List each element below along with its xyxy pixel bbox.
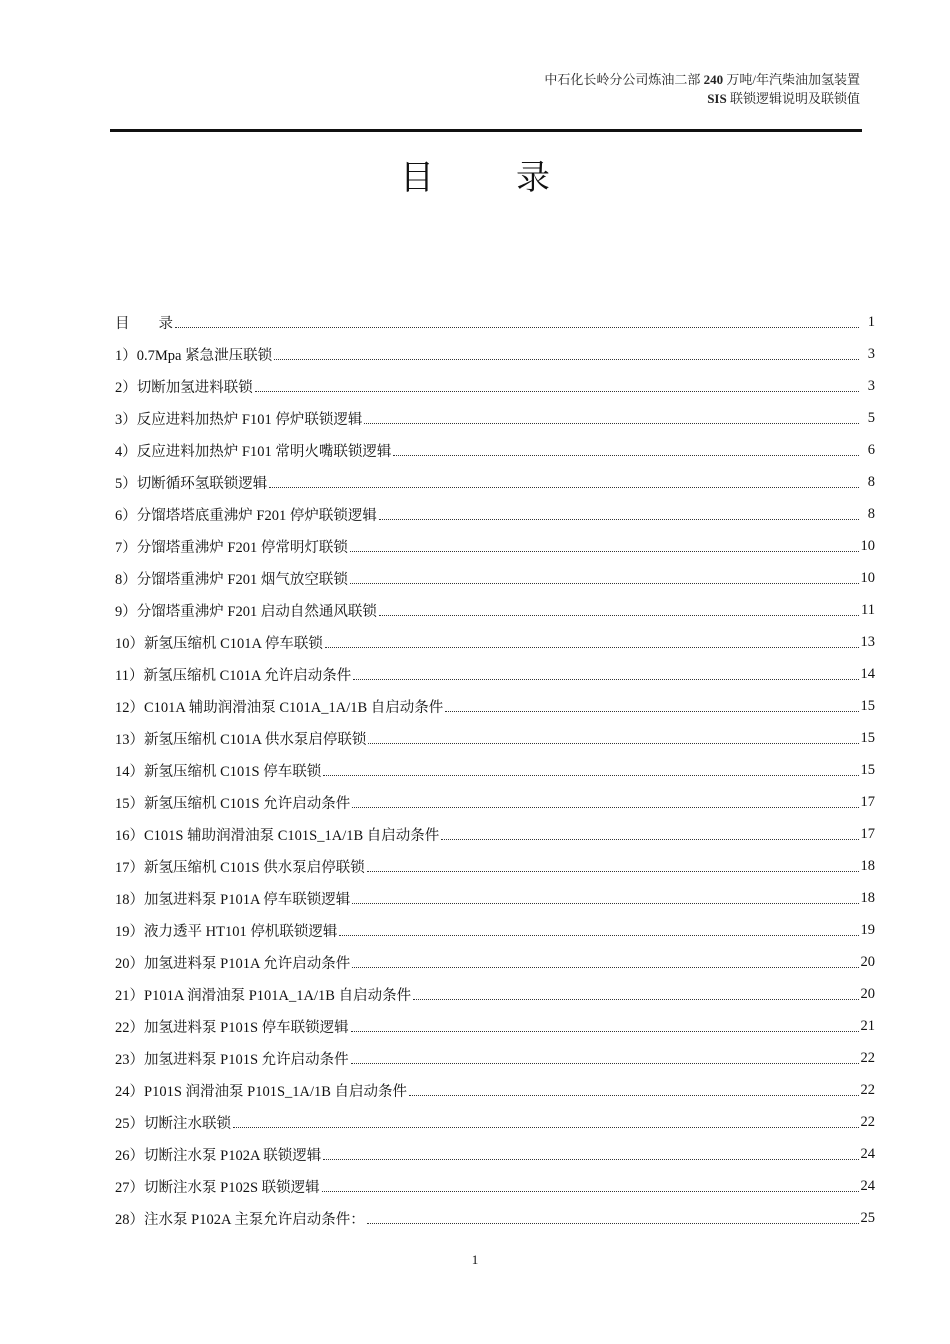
toc-entry-page: 22 xyxy=(860,1113,875,1130)
toc-dot-leader xyxy=(269,487,859,488)
page-title xyxy=(0,150,950,199)
toc-entry-title: 26）切断注水泵 P102A 联锁逻辑 xyxy=(115,1147,322,1164)
toc-entry[interactable] xyxy=(115,850,875,882)
toc-dot-leader xyxy=(350,583,859,584)
toc-entry-title: 12）C101A 辅助润滑油泵 C101A_1A/1B 自启动条件 xyxy=(115,699,444,716)
toc-entry[interactable] xyxy=(115,498,875,530)
toc-dot-leader xyxy=(445,711,858,712)
toc-entry[interactable] xyxy=(115,914,875,946)
toc-entry-page: 17 xyxy=(860,825,875,842)
toc-dot-leader xyxy=(175,327,859,328)
toc-entry[interactable] xyxy=(115,978,875,1010)
toc-dot-leader xyxy=(255,391,859,392)
toc-entry-page: 17 xyxy=(860,793,875,810)
toc-entry-title: 9）分馏塔重沸炉 F201 启动自然通风联锁 xyxy=(115,603,377,620)
toc-entry-title: 5）切断循环氢联锁逻辑 xyxy=(115,475,268,492)
toc-dot-leader xyxy=(339,935,858,936)
toc-entry-page: 8 xyxy=(867,473,875,490)
toc-dot-leader xyxy=(441,839,858,840)
toc-entry-page: 18 xyxy=(860,857,875,874)
toc-entry-title: 3）反应进料加热炉 F101 停炉联锁逻辑 xyxy=(115,411,363,428)
toc-dot-leader xyxy=(350,551,859,552)
toc-entry-title: 1）0.7Mpa 紧急泄压联锁 xyxy=(115,347,273,364)
toc-entry-page: 8 xyxy=(867,505,875,522)
toc-entry-page: 22 xyxy=(860,1049,875,1066)
toc-entry[interactable] xyxy=(115,370,875,402)
toc-entry-page: 10 xyxy=(860,537,875,554)
toc-entry-page: 3 xyxy=(867,345,875,362)
toc-dot-leader xyxy=(353,679,858,680)
toc-dot-leader xyxy=(233,1127,859,1128)
toc-entry-page: 24 xyxy=(860,1177,875,1194)
toc-dot-leader xyxy=(364,423,859,424)
toc-entry-page: 13 xyxy=(860,633,875,650)
toc-entry-page: 15 xyxy=(860,761,875,778)
toc-entry-title: 20）加氢进料泵 P101A 允许启动条件 xyxy=(115,955,351,972)
toc-entry[interactable] xyxy=(115,722,875,754)
toc-entry[interactable] xyxy=(115,1106,875,1138)
toc-entry-page: 3 xyxy=(867,377,875,394)
table-of-contents xyxy=(115,306,875,1234)
toc-entry-title: 27）切断注水泵 P102S 联锁逻辑 xyxy=(115,1179,320,1196)
toc-entry[interactable] xyxy=(115,690,875,722)
toc-dot-leader xyxy=(367,871,859,872)
toc-dot-leader xyxy=(323,1159,858,1160)
toc-entry-page: 5 xyxy=(867,409,875,426)
header-rule xyxy=(110,129,862,132)
toc-entry-title: 18）加氢进料泵 P101A 停车联锁逻辑 xyxy=(115,891,351,908)
toc-entry[interactable] xyxy=(115,338,875,370)
toc-dot-leader xyxy=(368,743,858,744)
toc-dot-leader xyxy=(351,1031,859,1032)
toc-entry-page: 19 xyxy=(860,921,875,938)
page-title-char-2: 录 xyxy=(516,160,550,197)
toc-entry-page: 10 xyxy=(860,569,875,586)
toc-entry-title: 14）新氢压缩机 C101S 停车联锁 xyxy=(115,763,322,780)
toc-entry-page: 24 xyxy=(860,1145,875,1162)
header-line-2 xyxy=(544,89,860,108)
toc-entry[interactable] xyxy=(115,562,875,594)
toc-entry[interactable] xyxy=(115,1138,875,1170)
toc-dot-leader xyxy=(379,519,859,520)
toc-entry-page: 6 xyxy=(867,441,875,458)
toc-entry-title: 6）分馏塔塔底重沸炉 F201 停炉联锁逻辑 xyxy=(115,507,377,524)
toc-dot-leader xyxy=(322,1191,859,1192)
toc-entry[interactable] xyxy=(115,1074,875,1106)
toc-entry-page: 15 xyxy=(860,697,875,714)
header-line-1 xyxy=(544,70,860,89)
toc-entry[interactable] xyxy=(115,626,875,658)
toc-dot-leader xyxy=(351,1063,859,1064)
toc-entry[interactable] xyxy=(115,402,875,434)
toc-entry[interactable] xyxy=(115,1170,875,1202)
toc-entry[interactable] xyxy=(115,1042,875,1074)
toc-entry-title: 28）注水泵 P102A 主泵允许启动条件： xyxy=(115,1211,365,1228)
toc-entry-page: 20 xyxy=(860,985,875,1002)
toc-entry-title: 15）新氢压缩机 C101S 允许启动条件 xyxy=(115,795,351,812)
toc-dot-leader xyxy=(352,903,858,904)
toc-entry-title: 2）切断加氢进料联锁 xyxy=(115,379,253,396)
toc-dot-leader xyxy=(352,967,858,968)
header-line-2-bold: SIS xyxy=(707,91,727,106)
toc-dot-leader xyxy=(409,1095,858,1096)
toc-entry[interactable] xyxy=(115,786,875,818)
toc-entry-page: 11 xyxy=(861,601,875,618)
header-line-2-suffix: 联锁逻辑说明及联锁值 xyxy=(729,91,860,106)
toc-dot-leader xyxy=(367,1223,859,1224)
toc-entry[interactable] xyxy=(115,434,875,466)
toc-entry-page: 15 xyxy=(860,729,875,746)
toc-entry-title: 目 录 xyxy=(115,315,173,332)
toc-entry[interactable] xyxy=(115,946,875,978)
toc-entry-page: 22 xyxy=(860,1081,875,1098)
page-number: 1 xyxy=(471,1252,479,1267)
toc-entry[interactable] xyxy=(115,658,875,690)
toc-entry-title: 8）分馏塔重沸炉 F201 烟气放空联锁 xyxy=(115,571,348,588)
toc-entry-title: 10）新氢压缩机 C101A 停车联锁 xyxy=(115,635,323,652)
toc-entry-title: 16）C101S 辅助润滑油泵 C101S_1A/1B 自启动条件 xyxy=(115,827,440,844)
toc-entry-title: 7）分馏塔重沸炉 F201 停常明灯联锁 xyxy=(115,539,348,556)
toc-entry[interactable] xyxy=(115,882,875,914)
toc-entry-title: 23）加氢进料泵 P101S 允许启动条件 xyxy=(115,1051,349,1068)
toc-dot-leader xyxy=(393,455,859,456)
toc-entry-page: 20 xyxy=(860,953,875,970)
toc-entry-title: 21）P101A 润滑油泵 P101A_1A/1B 自启动条件 xyxy=(115,987,412,1004)
toc-dot-leader xyxy=(323,775,858,776)
toc-dot-leader xyxy=(325,647,859,648)
header-line-1-prefix: 中石化长岭分公司炼油二部 xyxy=(544,72,701,87)
toc-entry[interactable] xyxy=(115,818,875,850)
header-line-1-bold: 240 xyxy=(703,72,724,87)
toc-entry-page: 14 xyxy=(860,665,875,682)
toc-entry-title: 4）反应进料加热炉 F101 常明火嘴联锁逻辑 xyxy=(115,443,392,460)
toc-entry[interactable] xyxy=(115,530,875,562)
toc-entry-title: 17）新氢压缩机 C101S 供水泵启停联锁 xyxy=(115,859,365,876)
toc-entry-page: 1 xyxy=(867,313,875,330)
toc-dot-leader xyxy=(413,999,858,1000)
header-line-1-suffix: 万吨/年汽柴油加氢装置 xyxy=(726,72,860,87)
toc-entry[interactable] xyxy=(115,1010,875,1042)
toc-entry[interactable] xyxy=(115,466,875,498)
toc-entry-title: 13）新氢压缩机 C101A 供水泵启停联锁 xyxy=(115,731,367,748)
toc-dot-leader xyxy=(379,615,859,616)
toc-entry-title: 19）液力透平 HT101 停机联锁逻辑 xyxy=(115,923,338,940)
toc-entry[interactable] xyxy=(115,594,875,626)
toc-entry-title: 22）加氢进料泵 P101S 停车联锁逻辑 xyxy=(115,1019,349,1036)
toc-entry-page: 25 xyxy=(860,1209,875,1226)
toc-entry-page: 21 xyxy=(860,1017,875,1034)
toc-entry-title: 11）新氢压缩机 C101A 允许启动条件 xyxy=(115,667,352,684)
toc-entry[interactable] xyxy=(115,306,875,338)
toc-entry-title: 25）切断注水联锁 xyxy=(115,1115,231,1132)
toc-entry-title: 24）P101S 润滑油泵 P101S_1A/1B 自启动条件 xyxy=(115,1083,408,1100)
toc-entry[interactable] xyxy=(115,754,875,786)
toc-dot-leader xyxy=(274,359,859,360)
document-header xyxy=(544,70,860,108)
toc-entry[interactable] xyxy=(115,1202,875,1234)
toc-dot-leader xyxy=(352,807,858,808)
page-title-char-1: 目 xyxy=(400,160,434,197)
toc-entry-page: 18 xyxy=(860,889,875,906)
